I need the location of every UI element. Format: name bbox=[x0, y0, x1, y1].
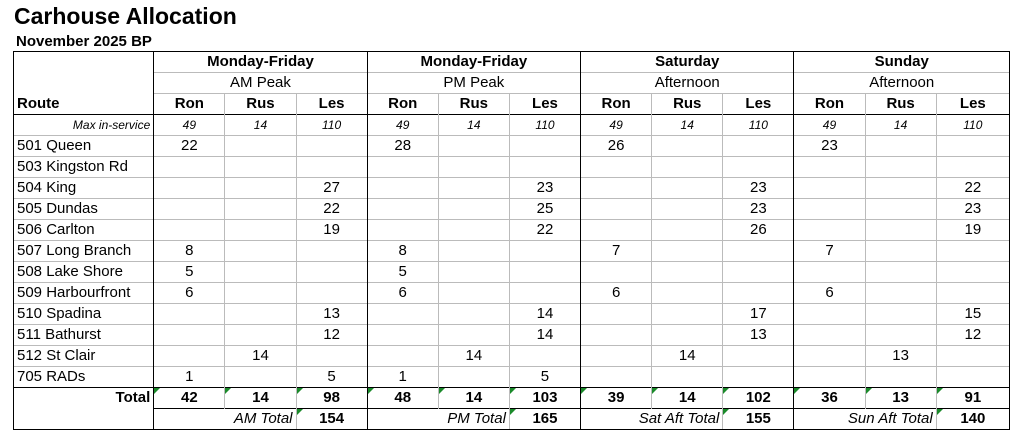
allocation-cell: 27 bbox=[296, 178, 367, 199]
total-label: Total bbox=[14, 388, 154, 409]
allocation-cell bbox=[296, 346, 367, 367]
allocation-cell bbox=[367, 325, 438, 346]
allocation-cell bbox=[225, 325, 296, 346]
allocation-cell bbox=[225, 220, 296, 241]
grand-total-value: 140 bbox=[936, 409, 1009, 430]
allocation-cell: 25 bbox=[509, 199, 580, 220]
allocation-cell bbox=[296, 283, 367, 304]
allocation-cell bbox=[652, 367, 723, 388]
total-value: 14 bbox=[225, 388, 296, 409]
max-in-service-value: 14 bbox=[225, 115, 296, 136]
allocation-cell: 7 bbox=[581, 241, 652, 262]
total-value: 42 bbox=[154, 388, 225, 409]
allocation-cell bbox=[367, 157, 438, 178]
route-header-spacer bbox=[14, 73, 154, 94]
total-value: 102 bbox=[723, 388, 794, 409]
allocation-cell bbox=[652, 136, 723, 157]
max-in-service-value: 110 bbox=[723, 115, 794, 136]
allocation-cell bbox=[154, 346, 225, 367]
route-name: 705 RADs bbox=[14, 367, 154, 388]
allocation-cell bbox=[794, 346, 865, 367]
allocation-cell bbox=[438, 199, 509, 220]
grand-total-label: Sun Aft Total bbox=[794, 409, 936, 430]
allocation-cell bbox=[296, 241, 367, 262]
allocation-cell bbox=[794, 304, 865, 325]
total-value: 14 bbox=[438, 388, 509, 409]
allocation-cell bbox=[509, 346, 580, 367]
table-row bbox=[14, 220, 1010, 241]
period-header: AM Peak bbox=[154, 73, 367, 94]
table-row bbox=[14, 325, 1010, 346]
allocation-cell bbox=[225, 304, 296, 325]
route-name: 505 Dundas bbox=[14, 199, 154, 220]
allocation-cell: 22 bbox=[296, 199, 367, 220]
allocation-cell bbox=[581, 346, 652, 367]
allocation-cell bbox=[438, 304, 509, 325]
allocation-cell bbox=[509, 136, 580, 157]
allocation-cell: 23 bbox=[509, 178, 580, 199]
allocation-cell bbox=[794, 325, 865, 346]
max-in-service-value: 110 bbox=[509, 115, 580, 136]
allocation-cell bbox=[438, 367, 509, 388]
max-in-service-value: 14 bbox=[438, 115, 509, 136]
allocation-cell: 14 bbox=[652, 346, 723, 367]
allocation-cell: 14 bbox=[509, 325, 580, 346]
allocation-cell: 15 bbox=[936, 304, 1009, 325]
allocation-cell bbox=[509, 283, 580, 304]
allocation-cell bbox=[865, 220, 936, 241]
allocation-cell bbox=[225, 367, 296, 388]
table-row bbox=[14, 199, 1010, 220]
allocation-cell bbox=[154, 325, 225, 346]
route-name: 503 Kingston Rd bbox=[14, 157, 154, 178]
max-in-service-value: 110 bbox=[936, 115, 1009, 136]
allocation-cell bbox=[581, 178, 652, 199]
allocation-cell bbox=[865, 325, 936, 346]
route-name: 506 Carlton bbox=[14, 220, 154, 241]
day-header: Monday-Friday bbox=[367, 52, 580, 73]
allocation-cell bbox=[154, 178, 225, 199]
allocation-cell bbox=[865, 241, 936, 262]
allocation-cell bbox=[723, 136, 794, 157]
grand-total-value: 154 bbox=[296, 409, 367, 430]
allocation-cell bbox=[509, 241, 580, 262]
allocation-cell bbox=[581, 262, 652, 283]
allocation-cell bbox=[154, 304, 225, 325]
table-row bbox=[14, 136, 1010, 157]
route-name: 511 Bathurst bbox=[14, 325, 154, 346]
header-carhouse-row bbox=[14, 94, 1010, 115]
allocation-cell bbox=[438, 220, 509, 241]
allocation-cell bbox=[225, 199, 296, 220]
grand-total-label: Sat Aft Total bbox=[581, 409, 723, 430]
allocation-cell: 13 bbox=[296, 304, 367, 325]
table-row bbox=[14, 367, 1010, 388]
allocation-cell bbox=[865, 367, 936, 388]
carhouse-header: Ron bbox=[794, 94, 865, 115]
grand-total-value: 155 bbox=[723, 409, 794, 430]
allocation-cell: 14 bbox=[225, 346, 296, 367]
period-header: Afternoon bbox=[581, 73, 794, 94]
total-value: 103 bbox=[509, 388, 580, 409]
carhouse-header: Ron bbox=[367, 94, 438, 115]
carhouse-header: Les bbox=[296, 94, 367, 115]
allocation-cell: 19 bbox=[936, 220, 1009, 241]
allocation-cell bbox=[509, 262, 580, 283]
allocation-cell bbox=[225, 178, 296, 199]
table-row bbox=[14, 304, 1010, 325]
carhouse-header: Rus bbox=[865, 94, 936, 115]
table-row bbox=[14, 157, 1010, 178]
allocation-cell: 26 bbox=[581, 136, 652, 157]
allocation-cell bbox=[794, 199, 865, 220]
allocation-cell bbox=[794, 262, 865, 283]
allocation-cell: 6 bbox=[794, 283, 865, 304]
allocation-cell: 23 bbox=[794, 136, 865, 157]
allocation-cell: 6 bbox=[367, 283, 438, 304]
total-value: 98 bbox=[296, 388, 367, 409]
allocation-cell bbox=[652, 325, 723, 346]
allocation-cell bbox=[225, 157, 296, 178]
allocation-cell bbox=[723, 262, 794, 283]
page-title: Carhouse Allocation bbox=[14, 3, 237, 29]
carhouse-header: Les bbox=[509, 94, 580, 115]
allocation-cell bbox=[296, 262, 367, 283]
allocation-cell: 5 bbox=[509, 367, 580, 388]
allocation-cell bbox=[794, 178, 865, 199]
allocation-cell: 19 bbox=[296, 220, 367, 241]
allocation-cell bbox=[438, 157, 509, 178]
carhouse-header: Ron bbox=[154, 94, 225, 115]
allocation-cell bbox=[936, 346, 1009, 367]
allocation-cell: 17 bbox=[723, 304, 794, 325]
allocation-cell bbox=[652, 283, 723, 304]
allocation-cell bbox=[367, 199, 438, 220]
allocation-cell bbox=[438, 241, 509, 262]
allocation-cell: 13 bbox=[865, 346, 936, 367]
day-header: Saturday bbox=[581, 52, 794, 73]
total-value: 36 bbox=[794, 388, 865, 409]
route-name: 512 St Clair bbox=[14, 346, 154, 367]
allocation-cell: 1 bbox=[154, 367, 225, 388]
allocation-cell bbox=[652, 241, 723, 262]
carhouse-header: Les bbox=[936, 94, 1009, 115]
route-header-spacer bbox=[14, 52, 154, 73]
allocation-cell: 5 bbox=[367, 262, 438, 283]
allocation-cell bbox=[865, 136, 936, 157]
carhouse-header: Rus bbox=[652, 94, 723, 115]
max-in-service-value: 110 bbox=[296, 115, 367, 136]
allocation-cell bbox=[723, 346, 794, 367]
max-in-service-value: 49 bbox=[154, 115, 225, 136]
total-value: 91 bbox=[936, 388, 1009, 409]
allocation-cell bbox=[723, 241, 794, 262]
allocation-cell bbox=[438, 325, 509, 346]
allocation-cell bbox=[936, 136, 1009, 157]
route-name: 507 Long Branch bbox=[14, 241, 154, 262]
allocation-cell bbox=[367, 346, 438, 367]
allocation-cell bbox=[936, 262, 1009, 283]
allocation-cell: 23 bbox=[723, 199, 794, 220]
total-value: 39 bbox=[581, 388, 652, 409]
allocation-cell: 13 bbox=[723, 325, 794, 346]
total-value: 48 bbox=[367, 388, 438, 409]
allocation-cell: 14 bbox=[438, 346, 509, 367]
allocation-cell bbox=[652, 220, 723, 241]
allocation-cell bbox=[652, 178, 723, 199]
route-name: 508 Lake Shore bbox=[14, 262, 154, 283]
allocation-cell bbox=[936, 367, 1009, 388]
allocation-cell bbox=[865, 157, 936, 178]
allocation-cell bbox=[581, 367, 652, 388]
table-row bbox=[14, 346, 1010, 367]
period-header: Afternoon bbox=[794, 73, 1010, 94]
max-in-service-label: Max in-service bbox=[14, 115, 154, 136]
allocation-cell: 28 bbox=[367, 136, 438, 157]
allocation-cell bbox=[296, 157, 367, 178]
allocation-cell: 6 bbox=[154, 283, 225, 304]
allocation-cell bbox=[652, 157, 723, 178]
header-day-row bbox=[14, 52, 1010, 73]
allocation-cell bbox=[438, 262, 509, 283]
allocation-cell bbox=[794, 157, 865, 178]
allocation-cell bbox=[154, 199, 225, 220]
allocation-cell bbox=[225, 262, 296, 283]
carhouse-header: Les bbox=[723, 94, 794, 115]
grand-total-label: PM Total bbox=[367, 409, 509, 430]
allocation-cell: 12 bbox=[296, 325, 367, 346]
allocation-cell: 23 bbox=[723, 178, 794, 199]
allocation-cell bbox=[652, 304, 723, 325]
allocation-cell bbox=[723, 283, 794, 304]
allocation-cell: 22 bbox=[936, 178, 1009, 199]
totals-row bbox=[14, 388, 1010, 409]
table-row bbox=[14, 178, 1010, 199]
allocation-cell bbox=[438, 136, 509, 157]
grand-total-value: 165 bbox=[509, 409, 580, 430]
allocation-cell bbox=[438, 283, 509, 304]
allocation-cell bbox=[296, 136, 367, 157]
allocation-cell: 1 bbox=[367, 367, 438, 388]
carhouse-header: Ron bbox=[581, 94, 652, 115]
allocation-table bbox=[13, 51, 1010, 430]
allocation-cell bbox=[154, 157, 225, 178]
route-name: 510 Spadina bbox=[14, 304, 154, 325]
max-in-service-value: 49 bbox=[794, 115, 865, 136]
max-in-service-row bbox=[14, 115, 1010, 136]
route-name: 501 Queen bbox=[14, 136, 154, 157]
allocation-cell bbox=[865, 262, 936, 283]
allocation-cell bbox=[936, 283, 1009, 304]
period-header: PM Peak bbox=[367, 73, 580, 94]
total-value: 14 bbox=[652, 388, 723, 409]
allocation-cell bbox=[652, 262, 723, 283]
route-name: 509 Harbourfront bbox=[14, 283, 154, 304]
grand-total-spacer bbox=[14, 409, 154, 430]
table-row bbox=[14, 241, 1010, 262]
route-name: 504 King bbox=[14, 178, 154, 199]
table-row bbox=[14, 283, 1010, 304]
route-header: Route bbox=[14, 94, 154, 115]
allocation-cell bbox=[367, 178, 438, 199]
allocation-cell: 5 bbox=[296, 367, 367, 388]
grand-totals-row bbox=[14, 409, 1010, 430]
allocation-cell: 22 bbox=[509, 220, 580, 241]
allocation-cell bbox=[652, 199, 723, 220]
allocation-cell bbox=[225, 241, 296, 262]
allocation-cell bbox=[581, 199, 652, 220]
allocation-cell bbox=[225, 283, 296, 304]
total-value: 13 bbox=[865, 388, 936, 409]
allocation-cell bbox=[225, 136, 296, 157]
allocation-cell bbox=[936, 241, 1009, 262]
allocation-cell bbox=[581, 304, 652, 325]
allocation-cell: 14 bbox=[509, 304, 580, 325]
header-period-row bbox=[14, 73, 1010, 94]
allocation-cell bbox=[581, 157, 652, 178]
max-in-service-value: 49 bbox=[367, 115, 438, 136]
allocation-cell: 8 bbox=[367, 241, 438, 262]
allocation-cell bbox=[367, 220, 438, 241]
allocation-cell bbox=[723, 367, 794, 388]
allocation-cell: 26 bbox=[723, 220, 794, 241]
allocation-cell bbox=[581, 220, 652, 241]
allocation-cell: 12 bbox=[936, 325, 1009, 346]
allocation-cell bbox=[865, 178, 936, 199]
carhouse-header: Rus bbox=[438, 94, 509, 115]
day-header: Sunday bbox=[794, 52, 1010, 73]
allocation-cell bbox=[794, 367, 865, 388]
allocation-cell bbox=[367, 304, 438, 325]
allocation-cell bbox=[723, 157, 794, 178]
allocation-cell: 7 bbox=[794, 241, 865, 262]
allocation-cell bbox=[581, 325, 652, 346]
allocation-cell bbox=[865, 199, 936, 220]
page-subtitle: November 2025 BP bbox=[16, 33, 152, 50]
max-in-service-value: 14 bbox=[865, 115, 936, 136]
allocation-cell: 6 bbox=[581, 283, 652, 304]
allocation-cell bbox=[794, 220, 865, 241]
allocation-cell bbox=[865, 304, 936, 325]
carhouse-header: Rus bbox=[225, 94, 296, 115]
grand-total-label: AM Total bbox=[154, 409, 296, 430]
max-in-service-value: 14 bbox=[652, 115, 723, 136]
allocation-cell: 22 bbox=[154, 136, 225, 157]
allocation-cell: 8 bbox=[154, 241, 225, 262]
day-header: Monday-Friday bbox=[154, 52, 367, 73]
allocation-cell: 23 bbox=[936, 199, 1009, 220]
allocation-cell bbox=[865, 283, 936, 304]
allocation-cell: 5 bbox=[154, 262, 225, 283]
allocation-cell bbox=[438, 178, 509, 199]
max-in-service-value: 49 bbox=[581, 115, 652, 136]
allocation-cell bbox=[509, 157, 580, 178]
allocation-cell bbox=[936, 157, 1009, 178]
table-row bbox=[14, 262, 1010, 283]
allocation-cell bbox=[154, 220, 225, 241]
